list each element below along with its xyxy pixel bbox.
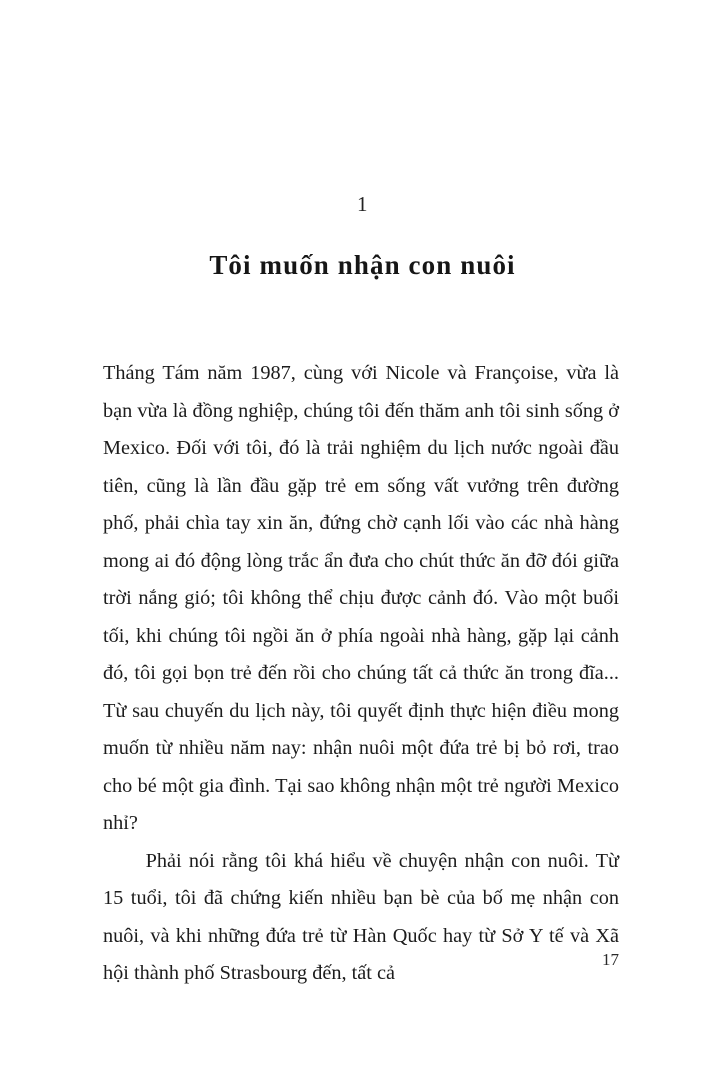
paragraph-1: Tháng Tám năm 1987, cùng với Nicole và Françoise, vừa là bạn vừa là đồng nghiệp, chúng tôi đến thăm anh tôi sinh sống ở Mexico. Đối với tôi, đó là trải nghiệm du lịch nước ngoài đầu tiên, cũng là lần đầu gặp trẻ em sống vất vưởng trên đường phố, phải chìa tay xin ăn, đứng chờ cạnh lối vào các nhà hàng mong ai đó động lòng trắc ẩn đưa cho chút thức ăn đỡ đói giữa trời nắng gió; tôi không thể chịu được cảnh đó. Vào một buổi tối, khi chúng tôi ngồi ăn ở phía ngoài nhà hàng, gặp lại cảnh đó, tôi gọi bọn trẻ đến rồi cho chúng tất cả thức ăn trong đĩa... Từ sau chuyến du lịch này, tôi quyết định thực hiện điều mong muốn từ nhiều năm nay: nhận nuôi một đứa trẻ bị bỏ rơi, trao cho bé một gia đình. Tại sao không nhận một trẻ người Mexico nhỉ? [103, 362, 619, 834]
paragraph-2: Phải nói rằng tôi khá hiểu về chuyện nhận con nuôi. Từ 15 tuổi, tôi đã chứng kiến nhiều bạn bè của bố mẹ nhận con nuôi, và khi những đứa trẻ từ Hàn Quốc hay từ Sở Y tế và Xã hội thành phố Strasbourg đến, tất cả [103, 849, 619, 984]
page-number: 17 [602, 950, 619, 969]
chapter-number: 1 [357, 192, 368, 216]
body-text [103, 355, 619, 993]
chapter-title: Tôi muốn nhận con nuôi [209, 250, 516, 281]
